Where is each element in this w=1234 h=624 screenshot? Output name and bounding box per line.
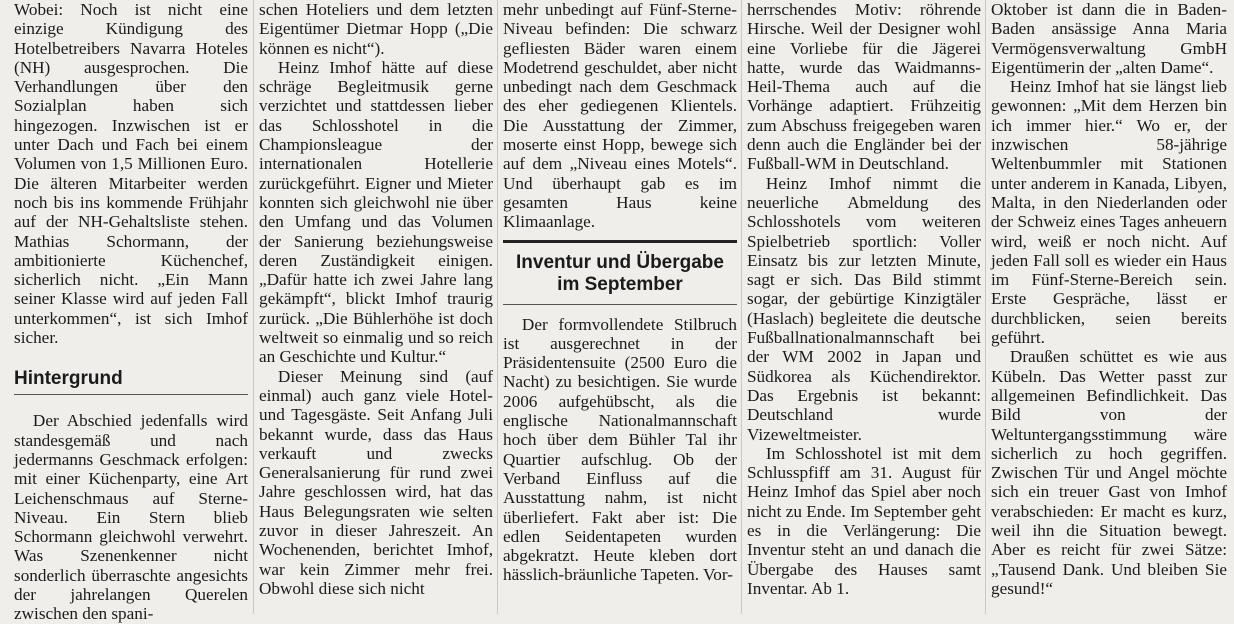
paragraph: Dieser Meinung sind (auf einmal) auch ganz viele Hotel- und Tagesgäste. Seit Anfang Juli bekannt wurde, dass das Haus verkauft und zwecks Generalsanierung für rund zwei Jahre geschlossen wird, hat das Haus Belegungsraten wie selten zuvor in dieser Jahreszeit. An Wochenenden, berichtet Imhof, war kein Zimmer mehr frei. Obwohl diese sich nicht [259, 366, 493, 598]
paragraph: Wobei: Noch ist nicht eine einzige Kündigung des Hotelbetreibers Navarra Hoteles (NH) ausgesprochen. Die Verhandlungen über den Sozialplan haben sich hingezogen. Inzwischen ist er unter Dach und Fach bei einem Volumen von 1,5 Millionen Euro. Die älteren Mitarbeiter werden noch bis ins kommende Frühjahr auf der NH-Gehaltsliste stehen. Mathias Schormann, der ambitionierte Küchenchef, sicherlich nicht. „Ein Mann seiner Klasse wird auf jeden Fall unterkommen“, ist sich Imhof sicher. [14, 0, 248, 348]
paragraph: Der Abschied jedenfalls wird standesgemäß und nach jedermanns Geschmack erfolgen: mit einer Küchenparty, eine Art Leichenschmaus auf Sterne-Niveau. Ein Stern blieb Schormann gleichwohl verwehrt. Was Szenenkenner nicht sonderlich überraschte angesichts der jahrelangen Querelen zwischen den spani- [14, 411, 248, 624]
paragraph: Oktober ist dann die in Baden-Baden ansässige Anna Maria Vermögensverwaltung GmbH Eigentümerin der „alten Dame“. [991, 0, 1227, 77]
paragraph: Heinz Imhof hat sie längst lieb gewonnen: „Mit dem Herzen bin ich immer hier.“ Wo er, der inzwischen 58-jährige Weltenbummler mit Stationen unter anderem in Kanada, Libyen, Malta, in den Niederlanden oder der Schweiz eines Tages anheuern wird, weiß er noch nicht. Auf jeden Fall soll es wieder ein Haus im Fünf-Sterne-Bereich sein. Erste Gespräche, lässt er durchblicken, seien bereits geführt. [991, 77, 1227, 348]
paragraph: Im Schlosshotel ist mit dem Schlusspfiff am 31. August für Heinz Imhof das Spiel aber noch nicht zu Ende. Im September geht es in die Verlängerung: Die Inventur steht an und danach die Übergabe des Hauses samt Inventar. Ab 1. [747, 443, 981, 598]
column-divider [741, 0, 742, 614]
paragraph: Der formvollendete Stilbruch ist ausgerechnet in der Präsidentensuite (2500 Euro die Nacht) zu besichtigen. Sie wurde 2006 aufgehübscht, als die englische Nationalmannschaft hoch über dem Bühler Tal ihr Quartier aufschlug. Ob der Verband Einfluss auf die Ausstattung nahm, ist nicht überliefert. Fakt aber ist: Die edlen Seidentapeten wurden abgekratzt. Heute kleben dort hässlich-bräunliche Tapeten. Vor- [503, 314, 737, 585]
column-divider [497, 0, 498, 614]
column-divider [253, 0, 254, 614]
subheading-hintergrund: Hintergrund [14, 368, 248, 395]
article-column-3 [503, 0, 737, 585]
paragraph: Heinz Imhof nimmt die neuerliche Abmeldung des Schlosshotels vom weiteren Spielbetrieb sportlich: Voller Einsatz bis zur letzten Minute, sagt er sich. Das Bild stimmt sogar, der gebürtige Kinzigtäler (Haslach) begleitete die deutsche Fußballnationalmannschaft bei der WM 2002 in Japan und Südkorea als Küchendirektor. Das Ergebnis ist bekannt: Deutschland wurde Vizeweltmeister. [747, 173, 981, 444]
article-column-1 [14, 0, 248, 624]
column-divider [985, 0, 986, 614]
paragraph: schen Hoteliers und dem letzten Eigentümer Dietmar Hopp („Die können es nicht“). [259, 0, 493, 58]
article-column-2 [259, 0, 493, 598]
paragraph: Draußen schüttet es wie aus Kübeln. Das Wetter passt zur allgemeinen Befindlichkeit. Das Bild von der Weltuntergangsstimmung wäre sicherlich zu hoch gegriffen. Zwischen Tür und Angel möchte sich ein treuer Gast von Imhof verabschieden: Er macht es kurz, weil ihn die Situation bewegt. Aber es reicht für zwei Sätze: „Tausend Dank. Und bleiben Sie gesund!“ [991, 347, 1227, 598]
subheading-inventur: Inventur und Übergabe im September [503, 240, 737, 305]
article-column-5 [991, 0, 1227, 598]
paragraph: Heinz Imhof hätte auf diese schräge Begleitmusik gerne verzichtet und stattdessen lieber das Schlosshotel in die Championsleague der internationalen Hotellerie zurückgeführt. Eigner und Mieter konnten sich gleichwohl nie über den Umfang und das Volumen der Sanierung beziehungsweise deren Zuständigkeit einigen. „Dafür hatte ich zwei Jahre lang gekämpft“, blickt Imhof traurig zurück. „Die Bühlerhöhe ist doch weltweit so einmalig und so reich an Geschichte und Kultur.“ [259, 57, 493, 367]
paragraph: herrschendes Motiv: röhrende Hirsche. Weil der Designer wohl eine Vorliebe für die Jägerei hatte, wurde das Waidmanns-Heil-Thema auch auf die Vorhänge adaptiert. Frühzeitig zum Abschuss freigegeben waren denn auch die Engländer bei der Fußball-WM in Deutschland. [747, 0, 981, 174]
paragraph: mehr unbedingt auf Fünf-Sterne-Niveau befinden: Die schwarz gefliesten Bäder waren einem Modetrend geschuldet, aber nicht unbedingt nach dem Geschmack des eher gediegenen Klientels. Die Ausstattung der Zimmer, moserte einst Hopp, bewege sich auf dem „Niveau eines Motels“. Und überhaupt gab es im gesamten Haus keine Klimaanlage. [503, 0, 737, 232]
article-column-4 [747, 0, 981, 598]
